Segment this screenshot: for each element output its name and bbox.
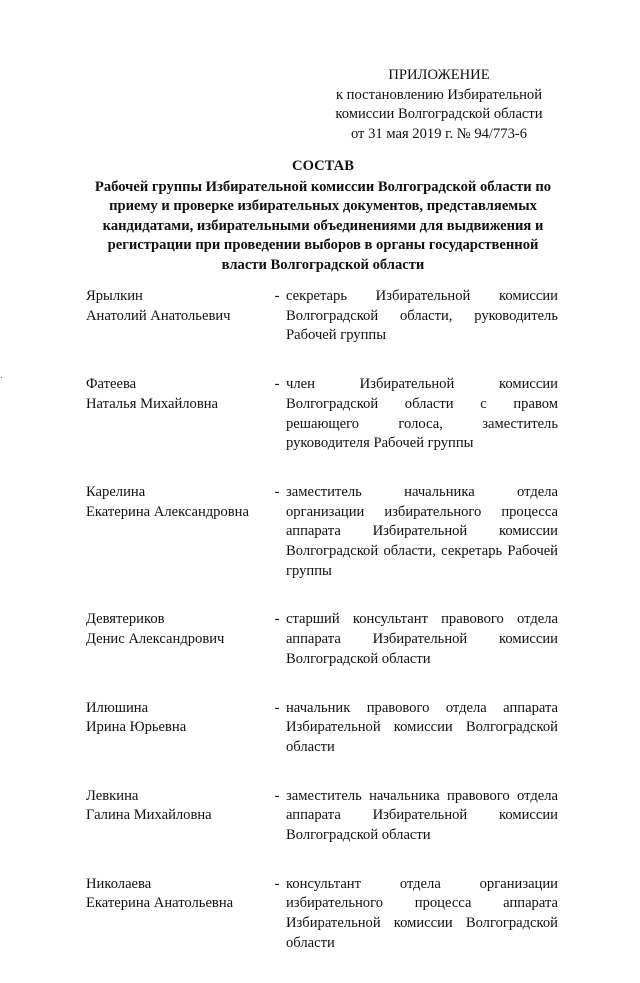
member-given-name: Наталья Михайловна — [86, 395, 219, 412]
member-role: консультант отдела организации избирательного процесса аппарата Избирательной комиссии Волгоградской области — [286, 875, 558, 951]
member-given-name: Екатерина Анатольевна — [86, 895, 234, 912]
member-given-name: Галина Михайловна — [86, 807, 212, 824]
member-role: секретарь Избирательной комиссии Волгоградской области, руководитель Рабочей группы — [286, 288, 558, 344]
member-name — [86, 375, 268, 454]
member-row — [86, 875, 562, 954]
member-surname: Фатеева — [86, 376, 137, 393]
title-body: Рабочей группы Избирательной комиссии Волгоградской области по приему и проверке избирательных документов, представляемых кандидатами, избирательными объединениями для выдвижения и регистрации при проведении выборов в органы государственной власти Волгоградской области — [94, 178, 552, 273]
member-dash: - — [274, 787, 280, 804]
member-dash: - — [274, 483, 280, 500]
member-name — [86, 875, 268, 954]
member-role: начальник правового отдела аппарата Избирательной комиссии Волгоградской области — [286, 699, 558, 755]
member-given-name: Анатолий Анатольевич — [86, 307, 231, 324]
member-role: старший консультант правового отдела аппарата Избирательной комиссии Волгоградской области — [286, 611, 558, 667]
member-given-name: Ирина Юрьевна — [86, 719, 187, 736]
margin-mark: . — [0, 370, 3, 381]
member-dash: - — [274, 288, 280, 304]
member-row — [86, 787, 562, 846]
member-dash: - — [274, 376, 280, 393]
member-surname: Ярылкин — [86, 288, 143, 304]
member-name — [86, 287, 268, 346]
member-given-name: Екатерина Александровна — [86, 503, 249, 520]
member-row — [86, 287, 562, 346]
member-name — [86, 787, 268, 846]
title-heading: СОСТАВ — [292, 158, 354, 174]
member-surname: Николаева — [86, 875, 152, 892]
document-title — [90, 157, 556, 276]
member-list — [86, 287, 562, 983]
member-name — [86, 610, 268, 669]
member-surname: Левкина — [86, 787, 139, 804]
appendix-label: ПРИЛОЖЕНИЕ — [388, 67, 490, 83]
member-role: член Избирательной комиссии Волгоградской области с правом решающего голоса, заместитель руководителя Рабочей группы — [286, 376, 558, 452]
member-name — [86, 699, 268, 758]
member-given-name: Денис Александрович — [86, 631, 225, 648]
member-row — [86, 699, 562, 758]
member-name — [86, 483, 268, 582]
appendix-reference-line-1: к постановлению Избирательной — [335, 86, 543, 103]
member-row — [86, 610, 562, 669]
appendix-date-number: от 31 мая 2019 г. № 94/773-6 — [350, 125, 528, 142]
appendix-reference-line-2: комиссии Волгоградской области — [335, 106, 543, 122]
member-dash: - — [274, 875, 280, 892]
member-surname: Девятериков — [86, 611, 165, 628]
member-row — [86, 483, 562, 582]
member-surname: Карелина — [86, 483, 146, 500]
member-dash: - — [274, 611, 280, 628]
member-role: заместитель начальника отдела организации избирательного процесса аппарата Избирательной комиссии Волгоградской области, секретарь Рабочей группы — [286, 483, 558, 579]
member-dash: - — [274, 699, 280, 716]
appendix-header — [320, 66, 558, 144]
member-surname: Илюшина — [86, 699, 149, 716]
member-role: заместитель начальника правового отдела аппарата Избирательной комиссии Волгоградской области — [286, 787, 558, 844]
member-row — [86, 375, 562, 454]
